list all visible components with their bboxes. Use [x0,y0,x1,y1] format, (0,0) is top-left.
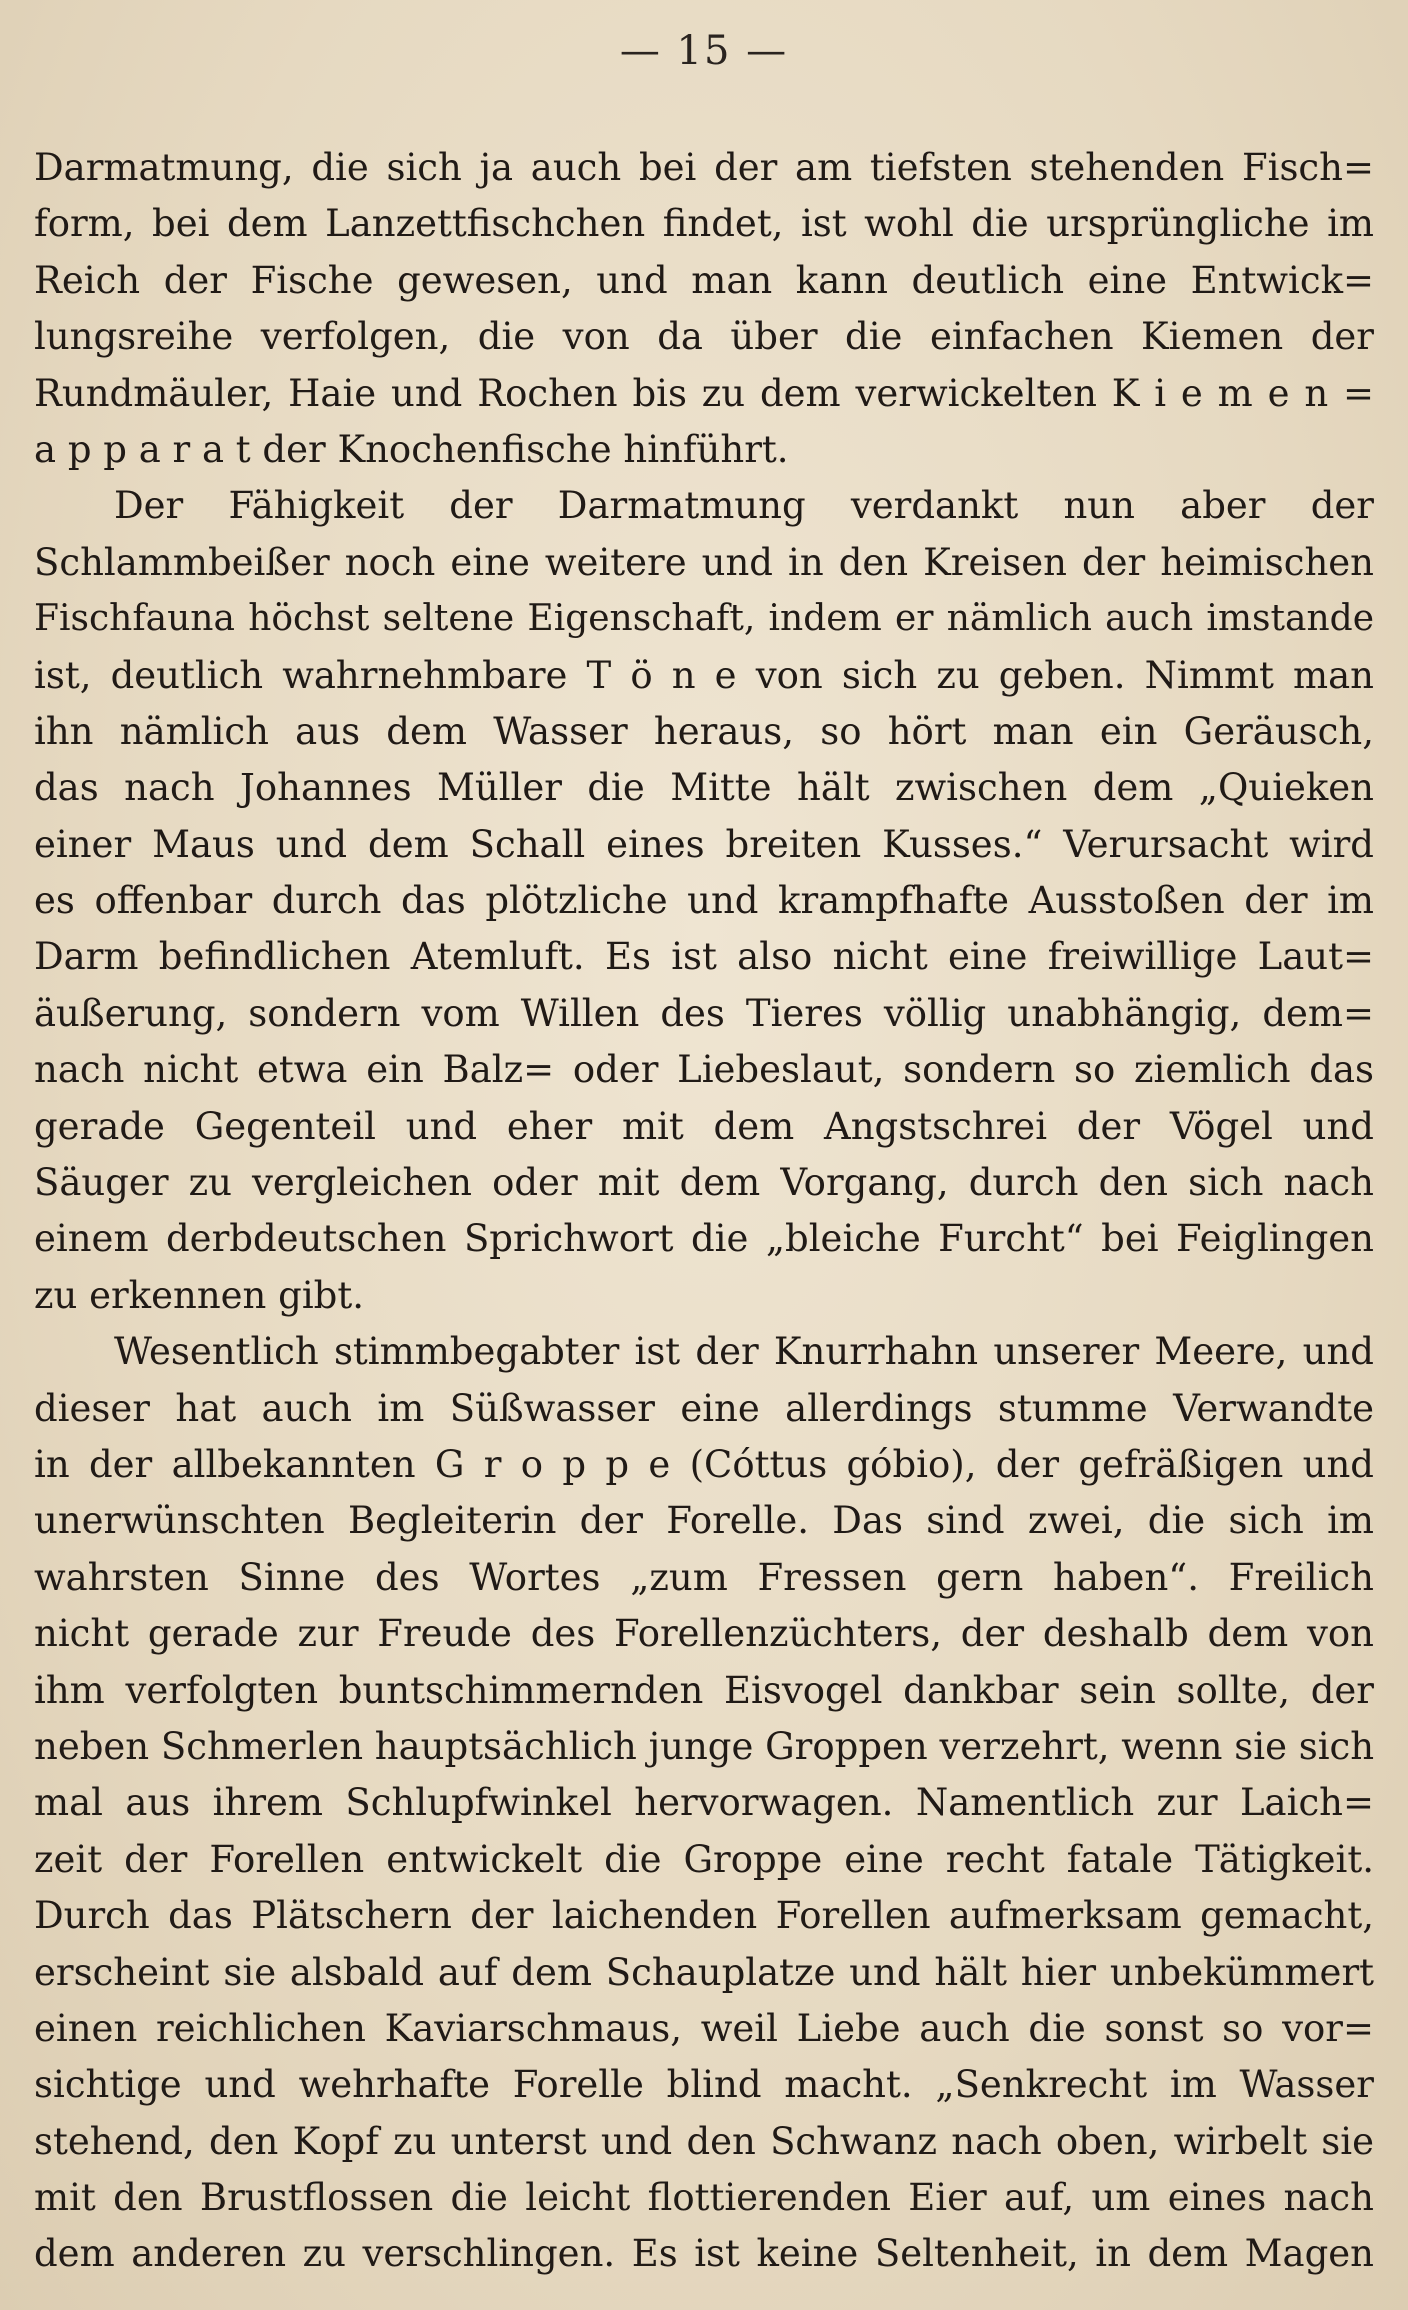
text-line: Wesentlich stimmbegabter ist der Knurrhahn unserer Meere, und [114,1330,1374,1374]
text-line: Darmatmung, die sich ja auch bei der am tiefsten stehenden Fisch= [34,146,1374,189]
text-line: neben Schmerlen hauptsächlich junge Groppen verzehrt, wenn sie sich [34,1724,1374,1768]
text-line: Darm befindlichen Atemluft. Es ist also nicht eine freiwillige Laut= [34,935,1374,979]
text-line: dieser hat auch im Süßwasser eine allerdings stumme Verwandte [34,1386,1374,1430]
text-line: Säuger zu vergleichen oder mit dem Vorgang, durch den sich nach [34,1161,1374,1205]
text-line: stehend, den Kopf zu unterst und den Schwanz nach oben, wirbelt sie [34,2119,1374,2163]
text-line: Schlammbeißer noch eine weitere und in den Kreisen der heimischen [34,540,1374,584]
text-line: in der allbekannten G r o p p e (Cóttus góbio), der gefräßigen und [34,1442,1374,1486]
text-line: erscheint sie alsbald auf dem Schauplatze und hält hier unbekümmert [34,1950,1374,1994]
text-line: Der Fähigkeit der Darmatmung verdankt nun aber der [114,484,1374,528]
text-line: das nach Johannes Müller die Mitte hält zwischen dem „Quieken [34,766,1374,810]
text-line: zeit der Forellen entwickelt die Groppe eine recht fatale Tätigkeit. [34,1837,1374,1881]
text-line: unerwünschten Begleiterin der Forelle. Das sind zwei, die sich im [34,1499,1374,1543]
text-line: ihn nämlich aus dem Wasser heraus, so hört man ein Geräusch, [34,709,1374,753]
text-line: nicht gerade zur Freude des Forellenzüchters, der deshalb dem von [34,1612,1374,1656]
text-line: wahrsten Sinne des Wortes „zum Fressen gern haben“. Freilich [34,1555,1374,1599]
text-line: Durch das Plätschern der laichenden Forellen aufmerksam gemacht, [34,1894,1374,1938]
text-line: form, bei dem Lanzettfischchen findet, ist wohl die ursprüngliche im [34,202,1374,246]
body-text [34,140,1374,2283]
text-line: einen reichlichen Kaviarschmaus, weil Liebe auch die sonst so vor= [34,2006,1374,2050]
text-line: lungsreihe verfolgen, die von da über die einfachen Kiemen der [34,315,1374,359]
text-line: einer Maus und dem Schall eines breiten Kusses.“ Verursacht wird [34,822,1374,866]
text-line: sichtige und wehrhafte Forelle blind macht. „Senkrecht im Wasser [34,2063,1374,2107]
text-line: ihm verfolgten buntschimmernden Eisvogel dankbar sein sollte, der [34,1668,1374,1712]
text-line: Rundmäuler, Haie und Rochen bis zu dem verwickelten K i e m e n = [34,371,1374,415]
text-line: zu erkennen gibt. [34,1273,364,1317]
page-number: — 15 — [619,28,789,74]
text-line: Reich der Fische gewesen, und man kann deutlich eine Entwick= [34,258,1374,302]
text-line: nach nicht etwa ein Balz= oder Liebeslaut, sondern so ziemlich das [34,1048,1374,1092]
text-line: einem derbdeutschen Sprichwort die „bleiche Furcht“ bei Feiglingen [34,1217,1374,1261]
text-line: es offenbar durch das plötzliche und krampfhafte Ausstoßen der im [34,879,1374,923]
text-line: ist, deutlich wahrnehmbare T ö n e von sich zu geben. Nimmt man [34,653,1374,697]
text-line: gerade Gegenteil und eher mit dem Angstschrei der Vögel und [34,1104,1374,1148]
text-line: dem anderen zu verschlingen. Es ist keine Seltenheit, in dem Magen [34,2232,1374,2276]
text-line: äußerung, sondern vom Willen des Tieres völlig unabhängig, dem= [34,991,1374,1035]
text-line: mit den Brustflossen die leicht flottierenden Eier auf, um eines nach [34,2176,1374,2220]
text-line: Fischfauna höchst seltene Eigenschaft, indem er nämlich auch imstande [34,598,1374,640]
text-line: mal aus ihrem Schlupfwinkel hervorwagen. Namentlich zur Laich= [34,1781,1374,1825]
text-line: a p p a r a t der Knochenfische hinführt. [34,427,789,471]
